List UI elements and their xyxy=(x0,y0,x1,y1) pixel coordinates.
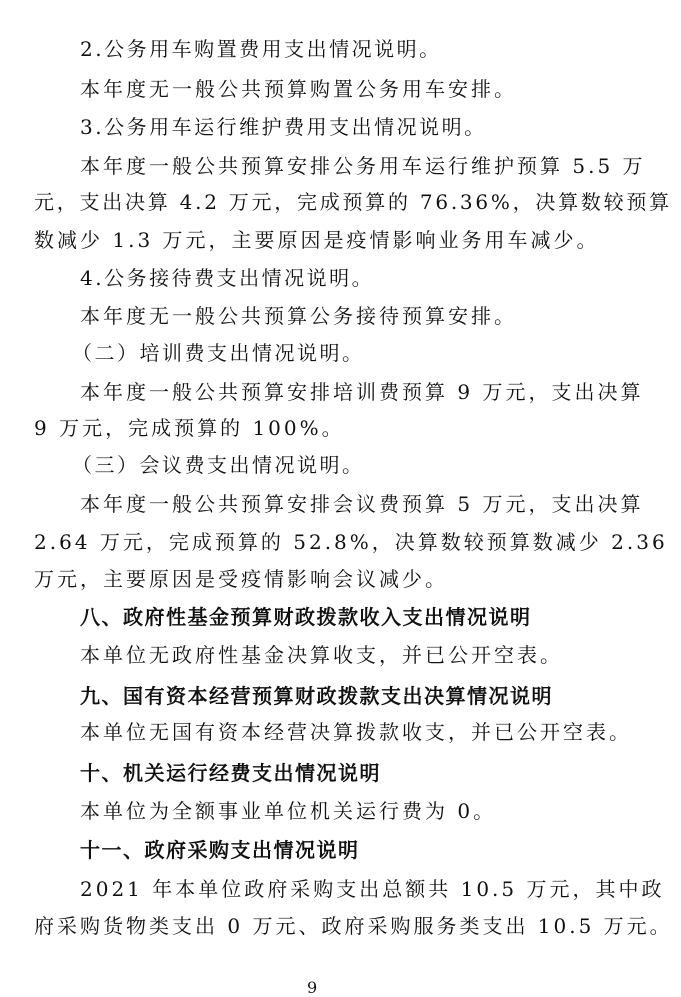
paragraph-line: 9 万元，完成预算的 100%。 xyxy=(34,416,345,440)
section-heading-state-capital: 九、国有资本经营预算财政拨款支出决算情况说明 xyxy=(80,684,553,708)
paragraph-line: 万元，主要原因是受疫情影响会议减少。 xyxy=(34,567,448,591)
page-number: 9 xyxy=(307,978,318,997)
section-heading-procurement: 十一、政府采购支出情况说明 xyxy=(80,838,360,862)
section-heading-reception: 4.公务接待费支出情况说明。 xyxy=(80,266,375,290)
section-heading-government-fund: 八、政府性基金预算财政拨款收入支出情况说明 xyxy=(80,605,532,629)
paragraph-line: 本年度一般公共预算安排公务用车运行维护预算 5.5 万 xyxy=(80,154,646,178)
paragraph-line: 府采购货物类支出 0 万元、政府采购服务类支出 10.5 万元。 xyxy=(34,914,673,938)
paragraph-line: 2021 年本单位政府采购支出总额共 10.5 万元，其中政 xyxy=(80,877,665,901)
paragraph-line: 本年度一般公共预算安排培训费预算 9 万元，支出决算 xyxy=(80,380,644,404)
paragraph-line: 数减少 1.3 万元，主要原因是疫情影响业务用车减少。 xyxy=(34,228,600,252)
section-heading-meeting: （三）会议费支出情况说明。 xyxy=(72,453,365,477)
paragraph-reception: 本年度无一般公共预算公务接待预算安排。 xyxy=(80,304,517,328)
paragraph-line: 本年度一般公共预算安排会议费预算 5 万元，支出决算 xyxy=(80,492,644,516)
paragraph-line: 2.64 万元，完成预算的 52.8%，决算数较预算数减少 2.36 xyxy=(34,530,668,554)
paragraph-operating-expenses: 本单位为全额事业单位机关运行费为 0。 xyxy=(80,799,497,823)
paragraph-vehicle-purchase: 本年度无一般公共预算购置公务用车安排。 xyxy=(80,77,517,101)
paragraph-state-capital: 本单位无国有资本经营决算拨款收支，并已公开空表。 xyxy=(80,720,632,744)
section-heading-training: （二）培训费支出情况说明。 xyxy=(72,341,365,365)
section-heading-operating-expenses: 十、机关运行经费支出情况说明 xyxy=(80,761,381,785)
section-heading-vehicle-purchase: 2.公务用车购置费用支出情况说明。 xyxy=(80,37,442,61)
paragraph-line: 元，支出决算 4.2 万元，完成预算的 76.36%，决算数较预算 xyxy=(34,190,672,214)
paragraph-government-fund: 本单位无政府性基金决算收支，并已公开空表。 xyxy=(80,643,563,667)
section-heading-vehicle-maintenance: 3.公务用车运行维护费用支出情况说明。 xyxy=(80,115,487,139)
